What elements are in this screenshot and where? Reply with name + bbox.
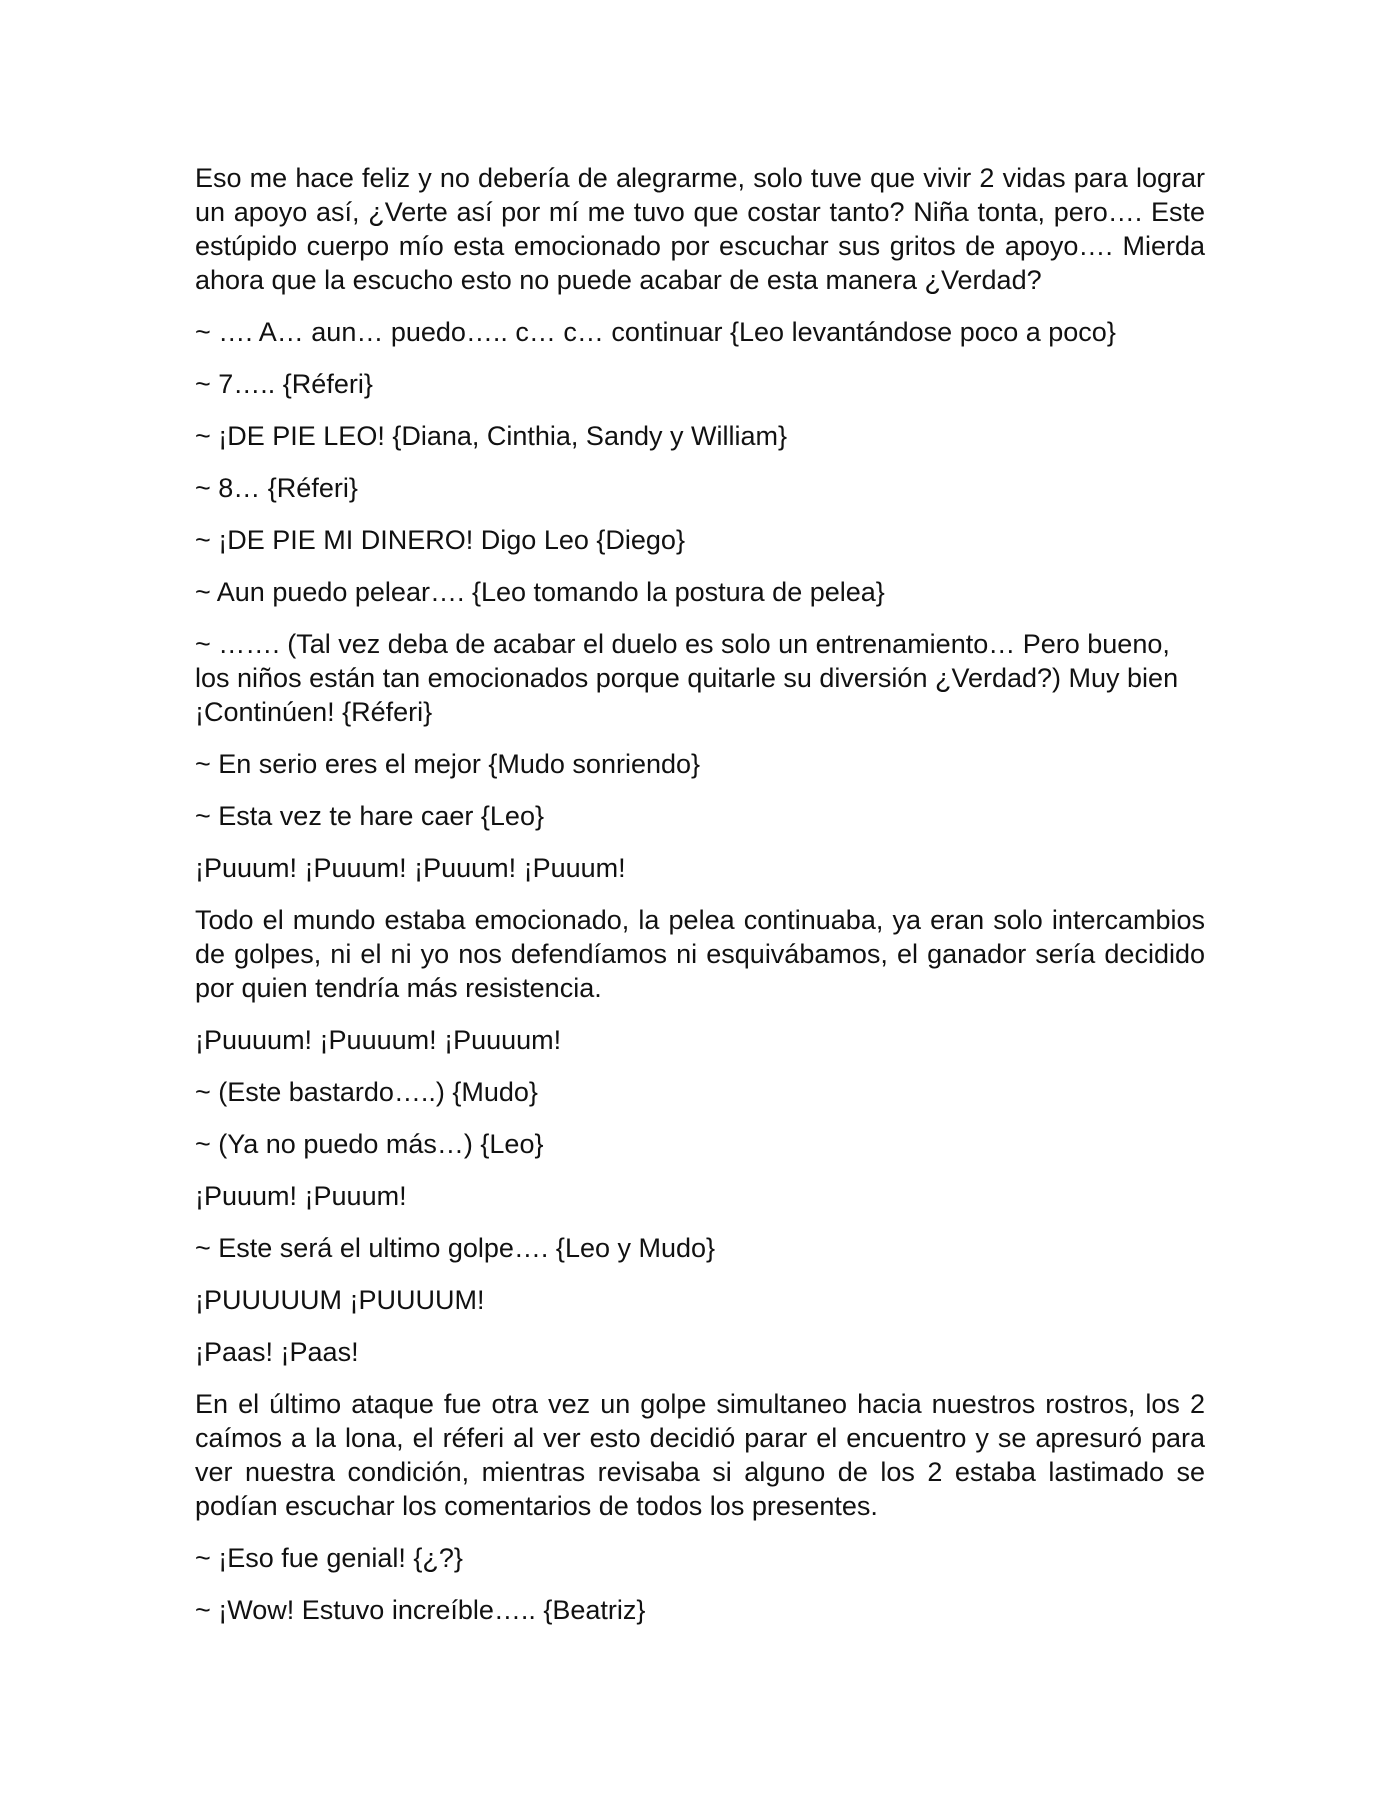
- dialogue-line: ~ (Ya no puedo más…) {Leo}: [195, 1129, 544, 1159]
- sound-effect-line: ¡PUUUUUM ¡PUUUUM!: [195, 1285, 485, 1315]
- narration-paragraph: Todo el mundo estaba emocionado, la pelea continuaba, ya eran solo intercambios de golpes, ni el ni yo nos defendíamos ni esquivábamos, el ganador sería decidido por quien tendría más resistencia.: [195, 905, 1205, 1003]
- dialogue-line: ~ ¡Eso fue genial! {¿?}: [195, 1543, 463, 1573]
- dialogue-line: ~ 8… {Réferi}: [195, 473, 358, 503]
- sound-effect-line: ¡Puuum! ¡Puuum! ¡Puuum! ¡Puuum!: [195, 853, 626, 883]
- dialogue-line: ~ ¡Wow! Estuvo increíble….. {Beatriz}: [195, 1595, 646, 1625]
- dialogue-line: ~ Esta vez te hare caer {Leo}: [195, 801, 544, 831]
- sound-effect-line: ¡Puuuum! ¡Puuuum! ¡Puuuum!: [195, 1025, 562, 1055]
- dialogue-line: ~ (Este bastardo…..) {Mudo}: [195, 1077, 538, 1107]
- sound-effect-line: ¡Puuum! ¡Puuum!: [195, 1181, 407, 1211]
- dialogue-line: ~ 7….. {Réferi}: [195, 369, 373, 399]
- document-body: [195, 161, 1205, 1645]
- sound-effect-line: ¡Paas! ¡Paas!: [195, 1337, 359, 1367]
- narration-paragraph: En el último ataque fue otra vez un golpe simultaneo hacia nuestros rostros, los 2 caímos a la lona, el réferi al ver esto decidió parar el encuentro y se apresuró para ver nuestra condición, mientras revisaba si alguno de los 2 estaba lastimado se podían escuchar los comentarios de todos los presentes.: [195, 1389, 1205, 1521]
- narration-paragraph: Eso me hace feliz y no debería de alegrarme, solo tuve que vivir 2 vidas para lograr un apoyo así, ¿Verte así por mí me tuvo que costar tanto? Niña tonta, pero…. Este estúpido cuerpo mío esta emocionado por escuchar sus gritos de apoyo…. Mierda ahora que la escucho esto no puede acabar de esta manera ¿Verdad?: [195, 163, 1205, 295]
- dialogue-line: ~ Este será el ultimo golpe…. {Leo y Mudo}: [195, 1233, 716, 1263]
- dialogue-line: ~ En serio eres el mejor {Mudo sonriendo}: [195, 749, 701, 779]
- dialogue-line: ~ ¡DE PIE MI DINERO! Digo Leo {Diego}: [195, 525, 685, 555]
- dialogue-line: ~ Aun puedo pelear…. {Leo tomando la postura de pelea}: [195, 577, 885, 607]
- dialogue-line: ~ …. A… aun… puedo….. c… c… continuar {Leo levantándose poco a poco}: [195, 317, 1116, 347]
- dialogue-line: ~ ……. (Tal vez deba de acabar el duelo es solo un entrenamiento… Pero bueno, los niños están tan emocionados porque quitarle su diversión ¿Verdad?) Muy bien ¡Continúen! {Réferi}: [195, 629, 1179, 727]
- dialogue-line: ~ ¡DE PIE LEO! {Diana, Cinthia, Sandy y William}: [195, 421, 787, 451]
